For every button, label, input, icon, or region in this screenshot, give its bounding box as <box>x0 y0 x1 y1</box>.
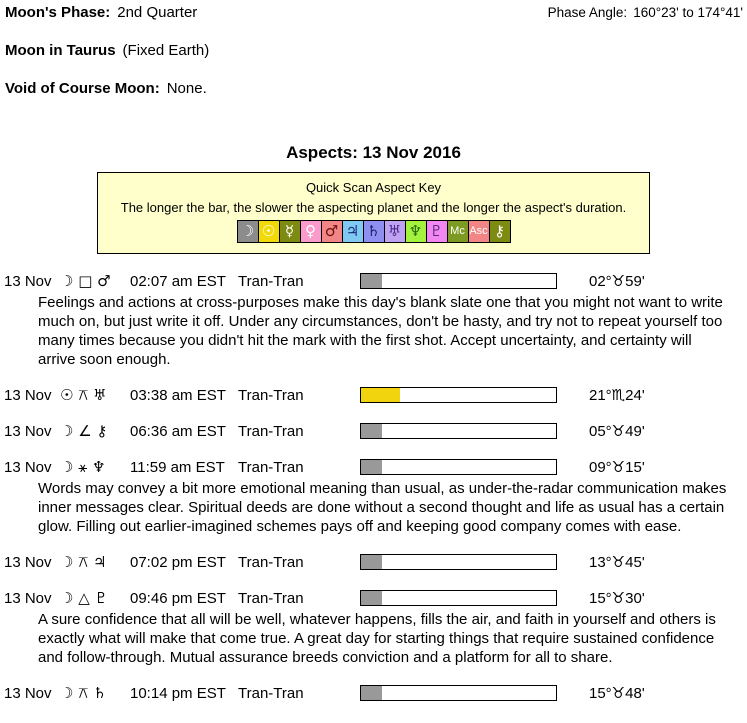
planet-key-strip <box>237 220 511 243</box>
aspect-type: Tran-Tran <box>238 272 304 290</box>
aspect-degree: 21°♏24' <box>589 387 645 404</box>
aspect-description: A sure confidence that all will be well, whatever happens, fills the air, and faith in yourself and others is exactly what will make that come true. A great day for starting things that require sustained confidence and follow-through. Mutual assurance breeds conviction and a platform for all to share. <box>38 611 716 666</box>
key-sun-icon: ☉ <box>258 220 280 243</box>
aspect-time: 02:07 am EST <box>130 272 226 290</box>
void-of-course-label: Void of Course Moon: <box>5 80 160 97</box>
aspect-row <box>0 421 747 441</box>
header-row-1 <box>0 0 747 21</box>
aspect-type: Tran-Tran <box>238 386 304 404</box>
aspect-duration-bar-fill <box>361 686 382 700</box>
aspect-duration-bar-fill <box>361 424 382 438</box>
aspect-time: 03:38 am EST <box>130 386 226 404</box>
key-asc-icon: Asc <box>468 220 490 243</box>
aspect-date: 13 Nov <box>4 553 52 571</box>
key-chiron-icon: ⚷ <box>489 220 511 243</box>
aspect-date: 13 Nov <box>4 386 52 404</box>
aspect-row <box>0 552 747 572</box>
aspect-time: 09:46 pm EST <box>130 589 226 607</box>
key-mc-icon: Mc <box>447 220 469 243</box>
key-uranus-icon: ♅ <box>384 220 406 243</box>
aspect-duration-bar-fill <box>361 591 382 605</box>
aspect-time: 06:36 am EST <box>130 422 226 440</box>
aspect-type: Tran-Tran <box>238 684 304 702</box>
aspect-row <box>0 457 747 477</box>
aspect-row <box>0 271 747 291</box>
phase-angle-label: Phase Angle: <box>547 5 628 20</box>
aspect-description: Feelings and actions at cross-purposes make this day's blank slate one that you might not want to write much on, but just write it off. Under any circumstances, don't be hasty, and try not to repeat yourself too many times because you didn't hit the mark with the first shot. Accept uncertainty, and certainty will arrive soon enough. <box>38 294 723 368</box>
key-mars-icon: ♂ <box>321 220 343 243</box>
moons-phase-label: Moon's Phase: <box>5 4 111 21</box>
aspect-row <box>0 385 747 405</box>
moons-phase-value: 2nd Quarter <box>117 4 198 21</box>
key-mercury-icon: ☿ <box>279 220 301 243</box>
aspect-degree: 02°♉59' <box>589 273 645 290</box>
aspect-type: Tran-Tran <box>238 422 304 440</box>
aspect-time: 07:02 pm EST <box>130 553 226 571</box>
aspect-planet-glyphs: ☽ ⚹ ♆ <box>60 458 106 476</box>
aspect-degree: 13°♉45' <box>589 554 645 571</box>
aspect-date: 13 Nov <box>4 422 52 440</box>
aspect-date: 13 Nov <box>4 272 52 290</box>
aspect-duration-bar-fill <box>361 460 382 474</box>
aspect-key-subtitle: The longer the bar, the slower the aspecting planet and the longer the aspect's duration. <box>120 200 627 215</box>
aspect-time: 11:59 am EST <box>130 458 225 476</box>
phase-angle-value: 160°23' to 174°41' <box>633 5 743 20</box>
aspect-planet-glyphs: ☽ ⚻ ♄ <box>60 684 107 702</box>
aspect-degree: 05°♉49' <box>589 423 645 440</box>
aspect-key-title: Quick Scan Aspect Key <box>305 180 442 195</box>
aspect-duration-bar <box>360 554 557 570</box>
aspect-date: 13 Nov <box>4 458 52 476</box>
quick-scan-aspect-key <box>97 172 650 254</box>
aspect-planet-glyphs: ☉ ⚻ ♅ <box>60 386 107 404</box>
aspect-planet-glyphs: ☽ ∠ ⚷ <box>60 422 108 440</box>
moons-phase-line <box>5 4 197 21</box>
void-of-course-value: None. <box>166 80 207 97</box>
key-pluto-icon: ♇ <box>426 220 448 243</box>
key-saturn-icon: ♄ <box>363 220 385 243</box>
aspects-title: Aspects: 13 Nov 2016 <box>286 143 461 162</box>
aspect-duration-bar <box>360 590 557 606</box>
aspect-duration-bar <box>360 685 557 701</box>
aspect-duration-bar <box>360 423 557 439</box>
aspect-duration-bar <box>360 459 557 475</box>
aspect-planet-glyphs: ☽ ⚻ ♃ <box>60 553 107 571</box>
aspect-date: 13 Nov <box>4 684 52 702</box>
aspect-duration-bar <box>360 387 557 403</box>
aspect-row <box>0 588 747 608</box>
aspect-degree: 15°♉48' <box>589 685 645 702</box>
aspect-planet-glyphs: ☽ □ ♂ <box>60 272 111 290</box>
aspect-time: 10:14 pm EST <box>130 684 226 702</box>
key-neptune-icon: ♆ <box>405 220 427 243</box>
aspect-type: Tran-Tran <box>238 589 304 607</box>
phase-angle-line <box>548 4 743 20</box>
key-venus-icon: ♀ <box>300 220 322 243</box>
moon-sign-line <box>5 42 747 59</box>
key-moon-icon: ☽ <box>237 220 259 243</box>
aspect-type: Tran-Tran <box>238 458 304 476</box>
moon-sign-value: (Fixed Earth) <box>122 42 210 59</box>
aspect-planet-glyphs: ☽ △ ♇ <box>60 589 108 607</box>
aspect-list <box>0 271 747 703</box>
aspect-degree: 09°♉15' <box>589 459 645 476</box>
aspect-type: Tran-Tran <box>238 553 304 571</box>
aspect-degree: 15°♉30' <box>589 590 645 607</box>
moon-sign-label: Moon in Taurus <box>5 42 116 59</box>
key-jupiter-icon: ♃ <box>342 220 364 243</box>
aspect-row <box>0 683 747 703</box>
aspect-description: Words may convey a bit more emotional meaning than usual, as under-the-radar communication makes inner messages clear. Spiritual deeds are done without a second thought and life as usual has a certain glow. Filling out earlier-imagined schemes pays off and keeping good company comes with ease. <box>38 480 727 535</box>
aspect-date: 13 Nov <box>4 589 52 607</box>
aspect-duration-bar-fill <box>361 388 400 402</box>
aspect-duration-bar-fill <box>361 274 382 288</box>
aspect-duration-bar-fill <box>361 555 382 569</box>
void-of-course-line <box>5 80 747 97</box>
aspect-duration-bar <box>360 273 557 289</box>
